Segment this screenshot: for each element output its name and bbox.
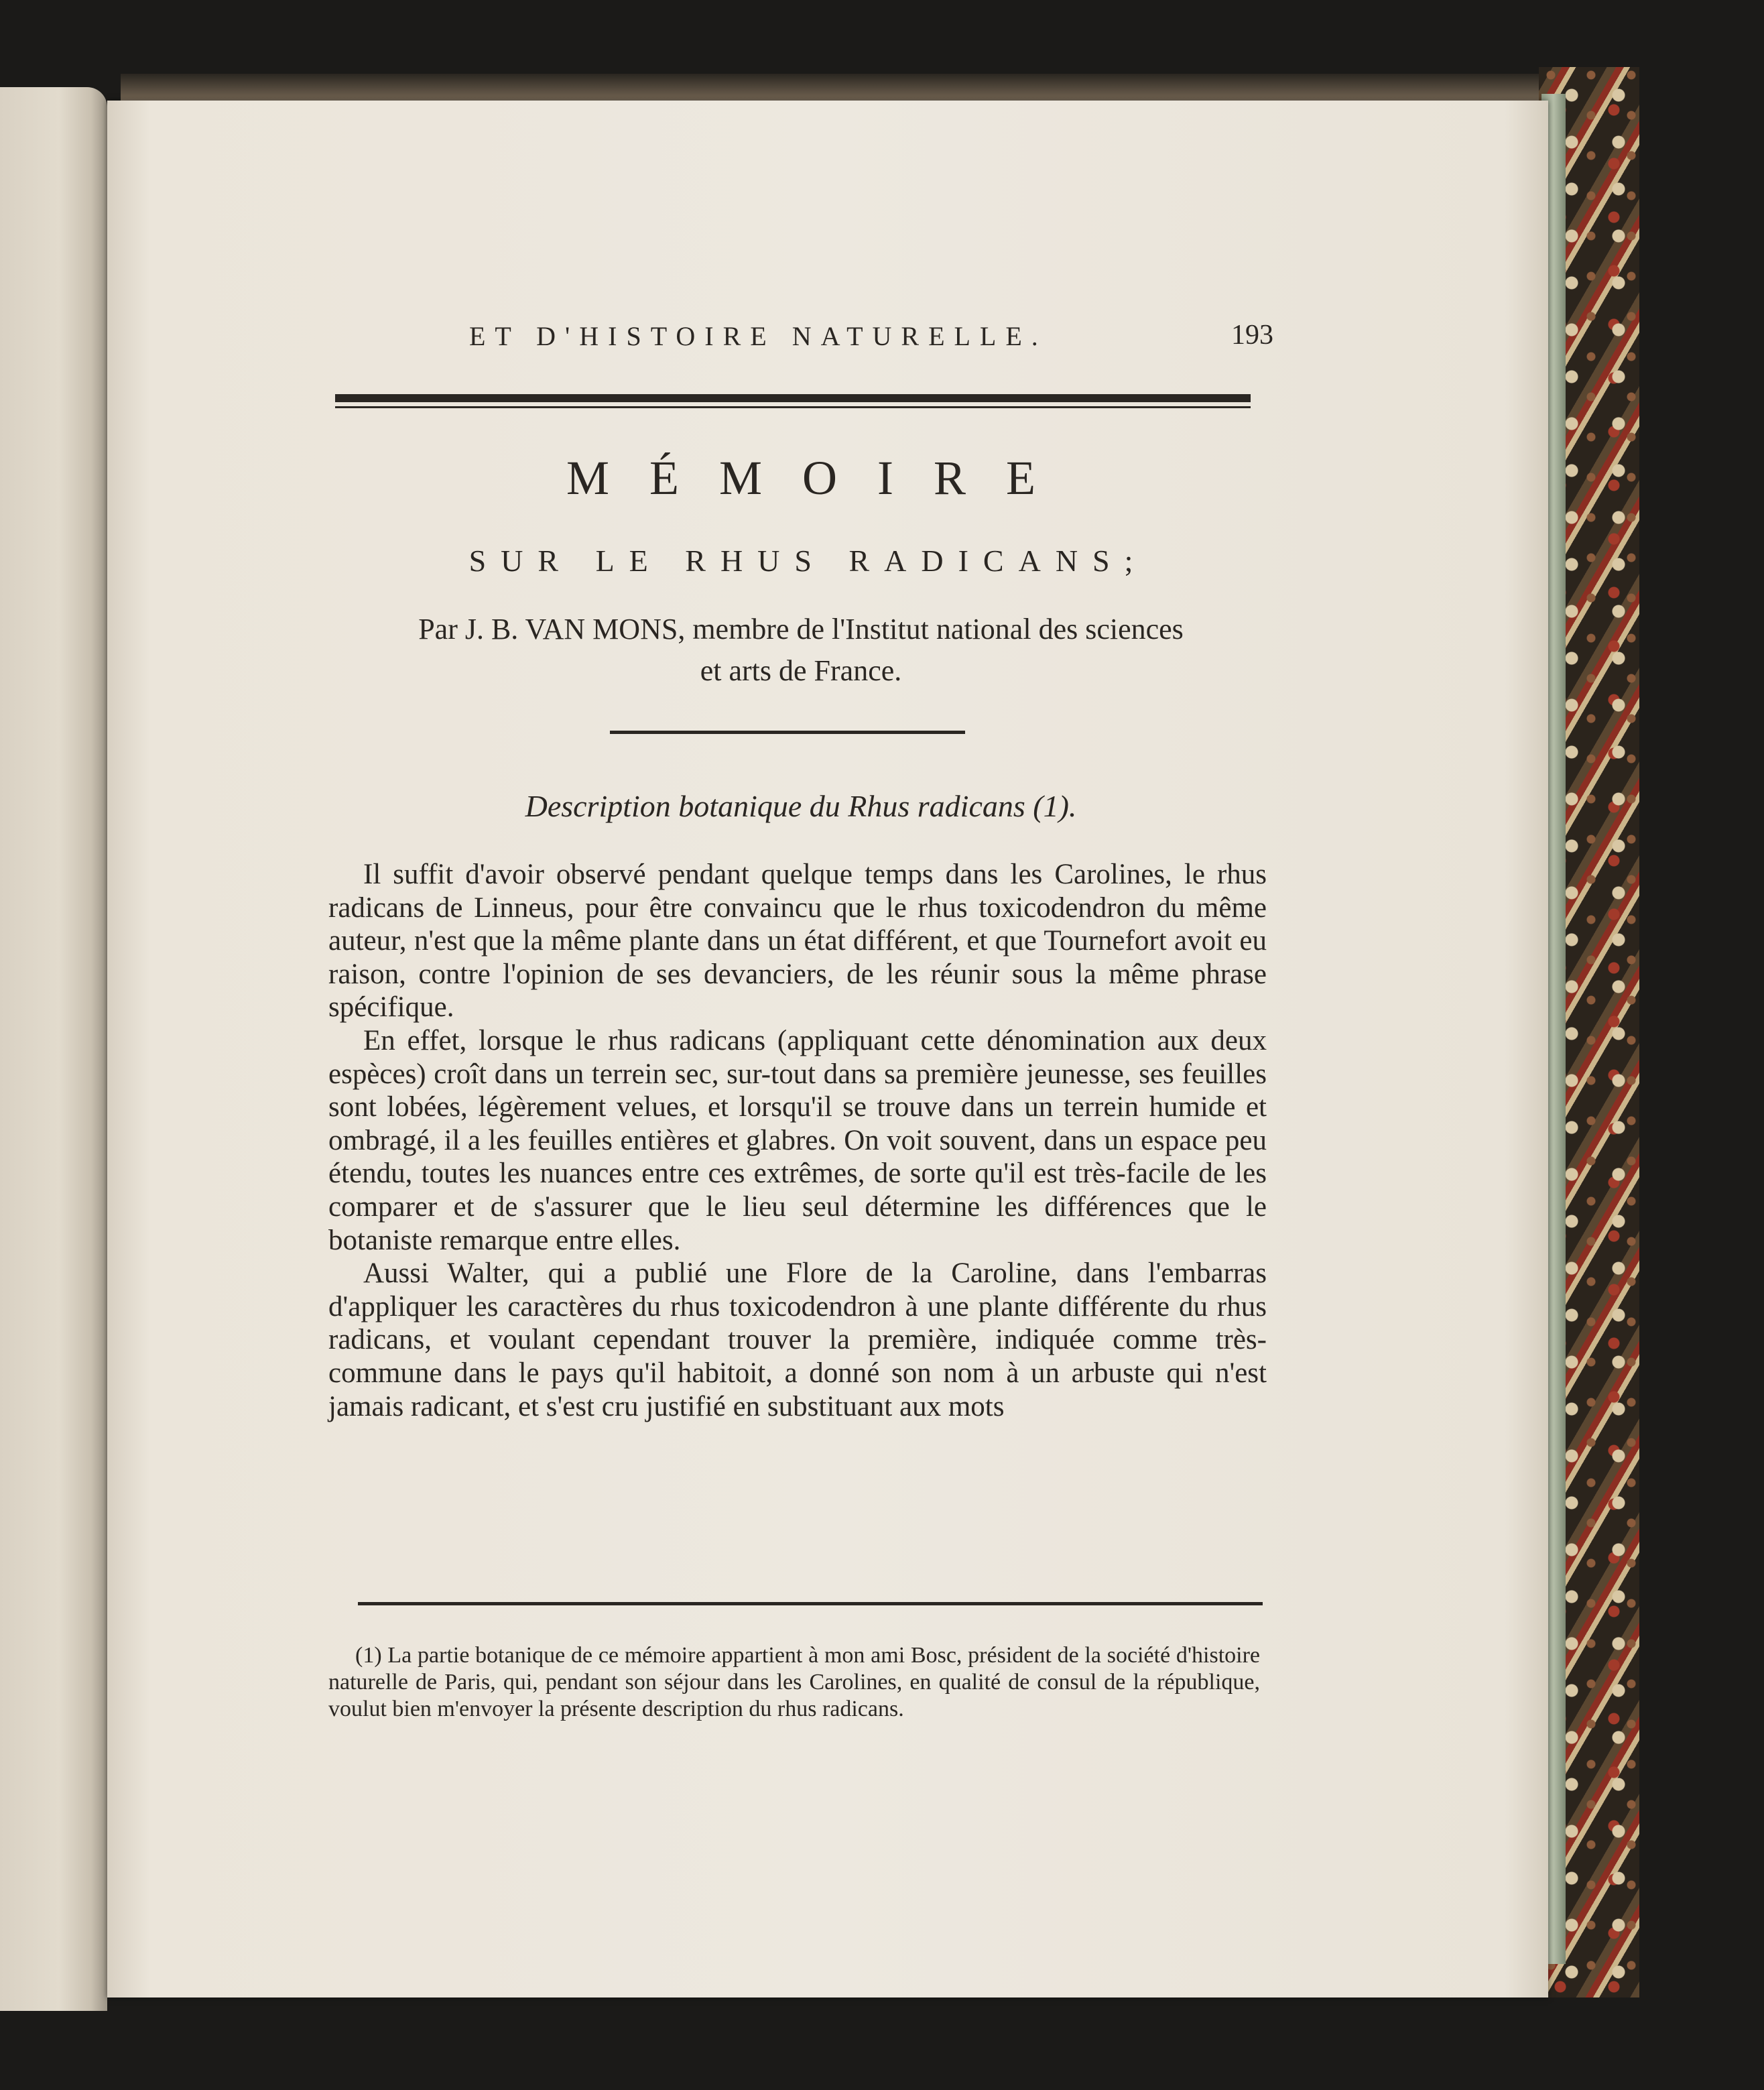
- paragraph: Il suffit d'avoir observé pendant quelque temps dans les Carolines, le rhus radicans de Linneus, pour être convaincu que le rhus toxicodendron du même auteur, n'est que la même plante dans un état différent, et que Tournefort avoit eu raison, contre l'opinion de ses devanciers, de les réunir sous la même phrase spécifique.: [328, 859, 1267, 1024]
- memoir-title: MÉMOIRE: [566, 451, 1076, 505]
- page-number: 193: [1231, 320, 1273, 351]
- memoir-subtitle: SUR LE RHUS RADICANS;: [468, 544, 1148, 578]
- paragraph: En effet, lorsque le rhus radicans (appliquant cette dénomination aux deux espèces) croît dans un terrein sec, sur-tout dans sa première jeunesse, ses feuilles sont lobées, légèrement velues, et lorsqu'il se trouve dans un terrein humide et ombragé, il a les feuilles entières et glabres. On voit souvent, dans un espace peu étendu, toutes les nuances entre ces extrêmes, de sorte qu'il est très-facile de les comparer et de s'assurer que le lieu seul détermine les différences que le botaniste remarque entre elles.: [328, 1024, 1267, 1256]
- body-text: [328, 858, 1267, 1423]
- byline-line-2: et arts de France.: [700, 654, 902, 687]
- header-rule-thin: [335, 406, 1251, 408]
- footnote-text: (1) La partie botanique de ce mémoire appartient à mon ami Bosc, président de la société d'histoire naturelle de Paris, qui, pendant son séjour dans les Carolines, en qualité de consul de la république, voulut bien m'envoyer la présente description du rhus radicans.: [328, 1643, 1260, 1721]
- paragraph: Aussi Walter, qui a publié une Flore de la Caroline, dans l'embarras d'appliquer les caractères du rhus toxicodendron à une plante différente du rhus radicans, et voulant cependant trouver la première, indiquée comme très-commune dans le pays qu'il habitoit, a donné son nom à un arbuste qui n'est jamais radicant, et s'est cru justifié en substituant aux mots: [328, 1257, 1267, 1422]
- byline: [328, 609, 1273, 692]
- left-facing-page: [0, 87, 107, 2011]
- running-title: ET D'HISTOIRE NATURELLE.: [469, 321, 1048, 351]
- footnote: [328, 1642, 1260, 1723]
- header-rule-thick: [335, 394, 1251, 402]
- header-rule: [335, 394, 1251, 408]
- section-title: Description botanique du Rhus radicans (1).: [525, 789, 1077, 823]
- running-head: [328, 308, 1273, 349]
- section-divider: [610, 731, 965, 734]
- footnote-rule: [358, 1602, 1263, 1605]
- byline-line-1: Par J. B. VAN MONS, membre de l'Institut national des sciences: [418, 613, 1184, 646]
